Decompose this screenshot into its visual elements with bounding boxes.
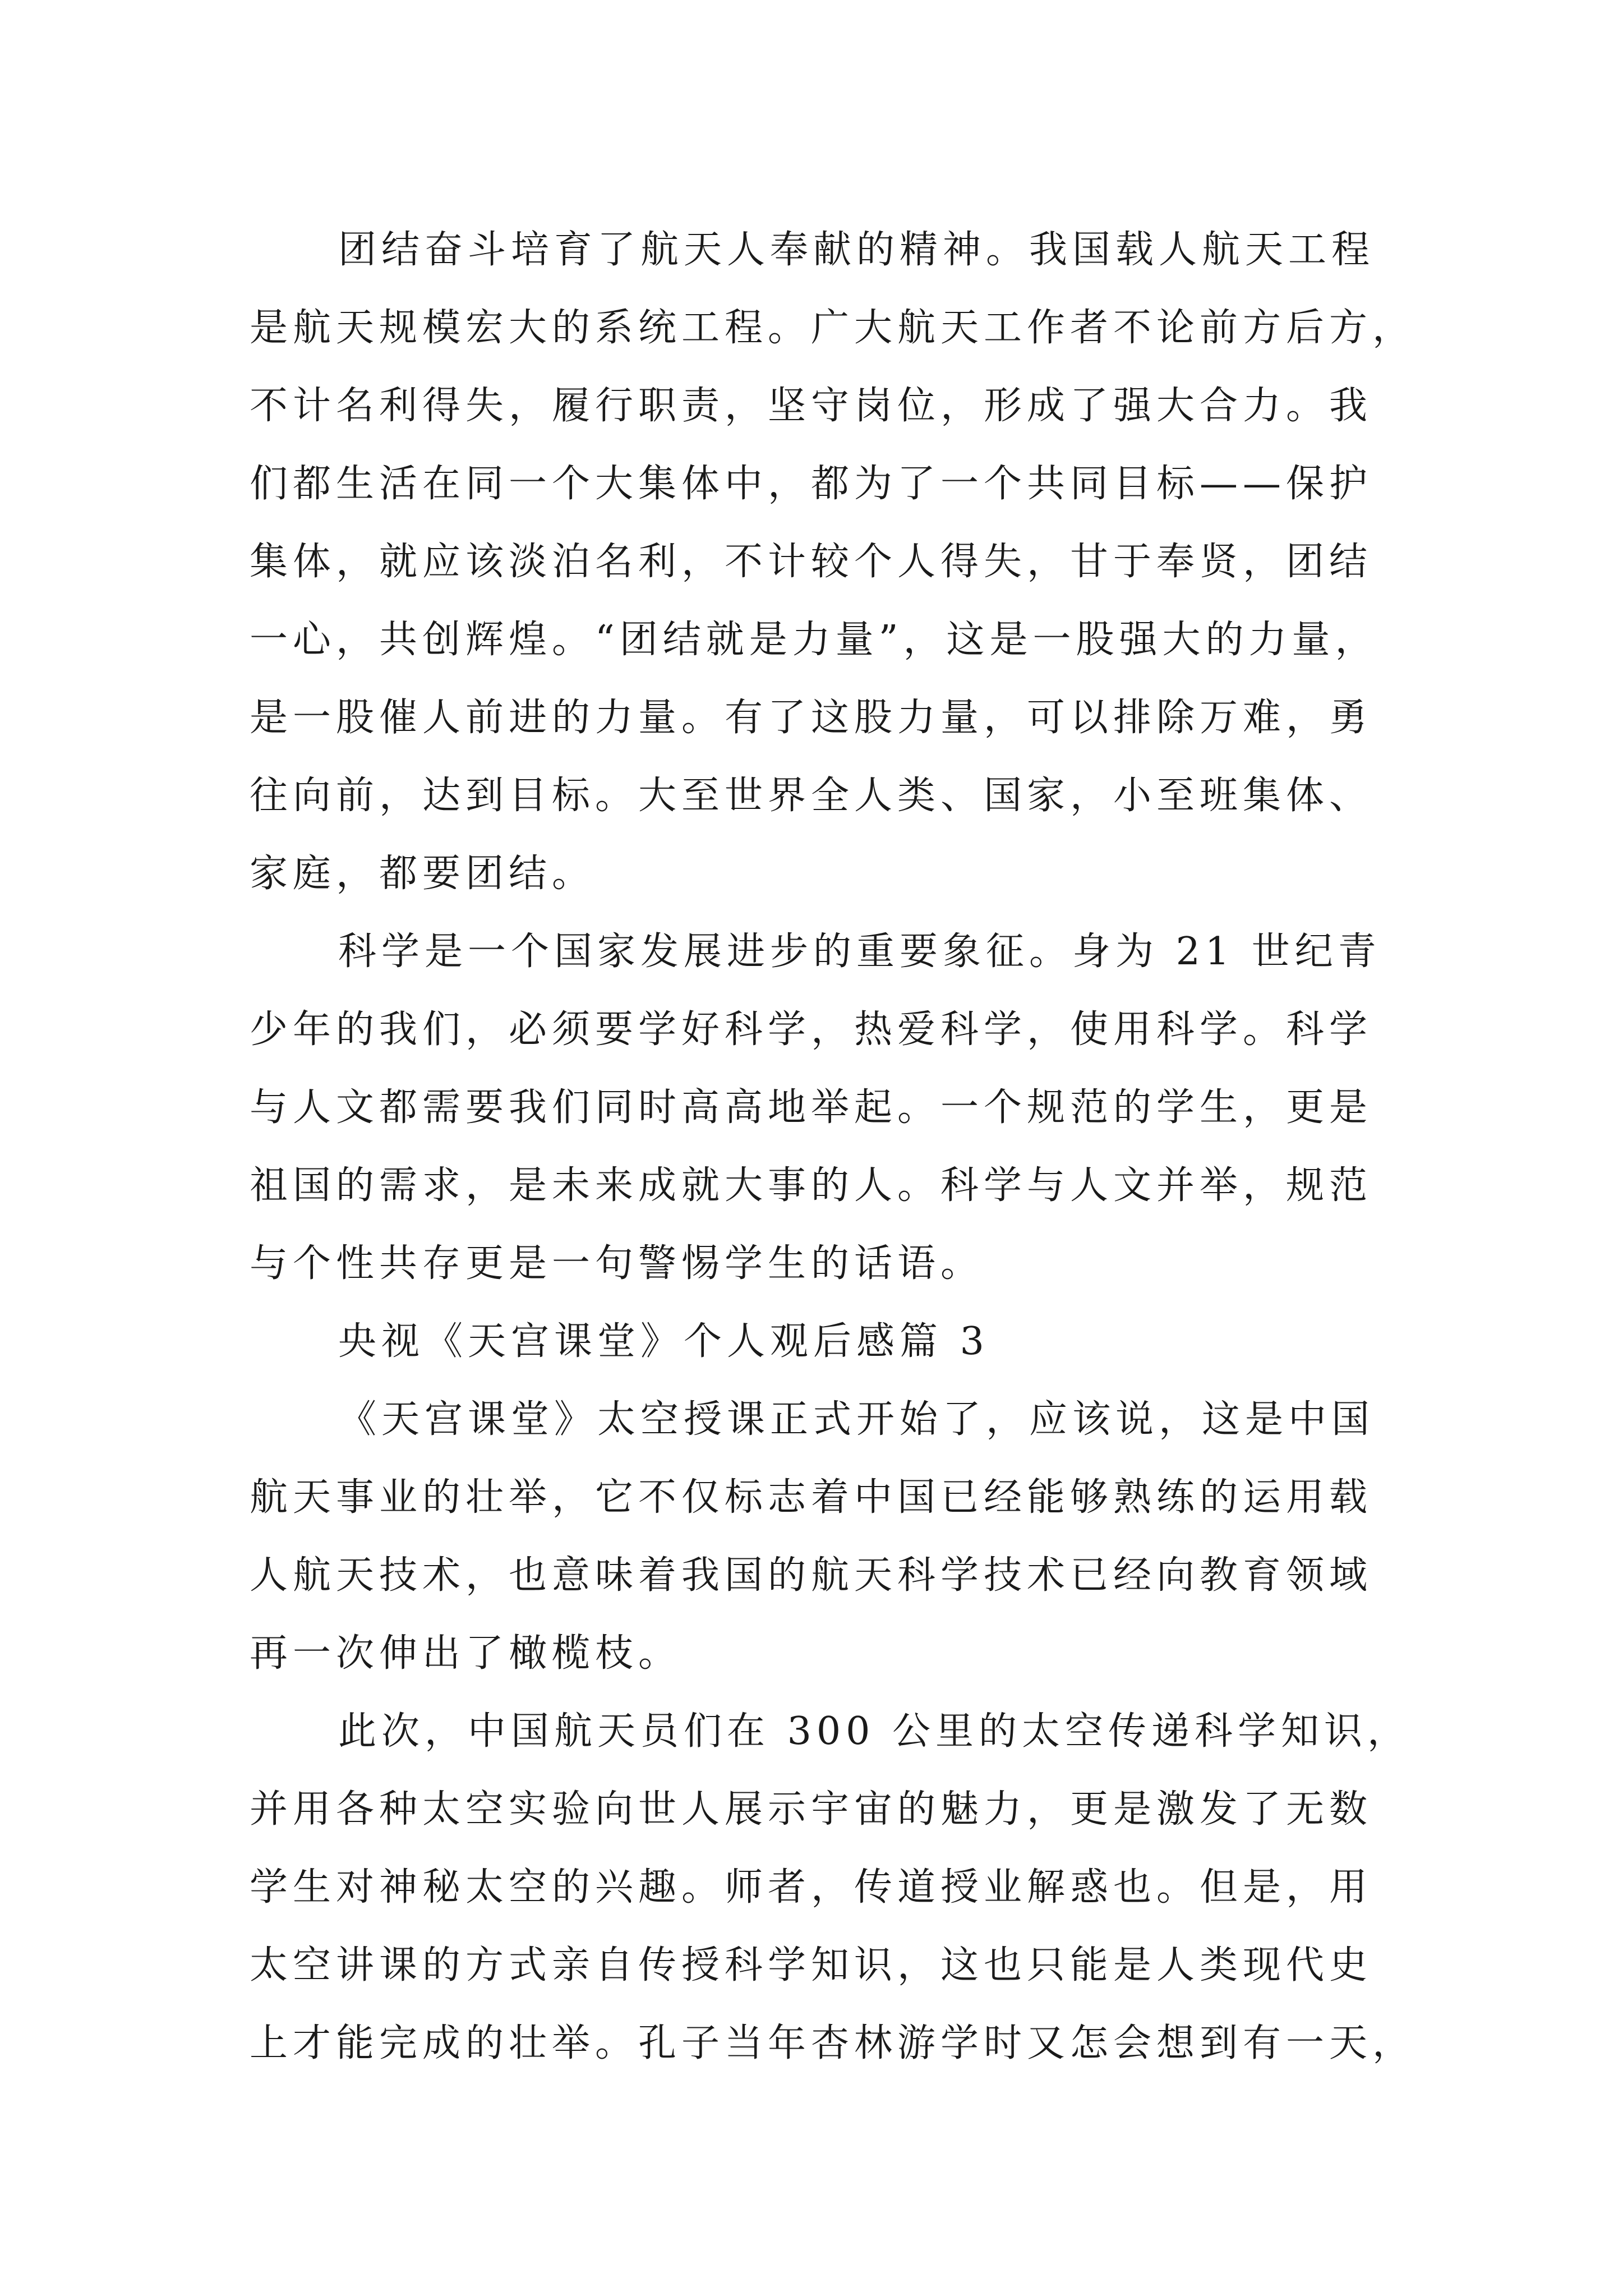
- paragraph-unity: [250, 211, 1416, 913]
- text-line: 学生对神秘太空的兴趣。师者，传道授业解惑也。但是，用: [250, 1865, 1373, 1910]
- text-line: 《天宫课堂》太空授课正式开始了，应该说，这是中国: [338, 1397, 1375, 1442]
- text-line: 上才能完成的壮举。孔子当年杏林游学时又怎会想到有一天，: [250, 2021, 1416, 2065]
- text-line: 往向前，达到目标。大至世界全人类、国家，小至班集体、: [250, 774, 1373, 818]
- text-line: 家庭，都要团结。: [250, 852, 596, 896]
- text-line: 团结奋斗培育了航天人奉献的精神。我国载人航天工程: [338, 228, 1375, 272]
- heading-line: 央视《天宫课堂》个人观后感篇 3: [338, 1319, 989, 1364]
- text-line: 航天事业的壮举，它不仅标志着中国已经能够熟练的运用载: [250, 1475, 1373, 1520]
- text-line: 们都生活在同一个大集体中，都为了一个共同目标——保护: [250, 462, 1373, 506]
- document-body: [250, 211, 1416, 2082]
- text-line: 一心，共创辉煌。“团结就是力量”，这是一股强大的力量，: [250, 618, 1378, 662]
- text-line: 祖国的需求，是未来成就大事的人。科学与人文并举，规范: [250, 1163, 1373, 1208]
- text-line: 太空讲课的方式亲自传授科学知识，这也只能是人类现代史: [250, 1943, 1373, 1987]
- text-line: 与人文都需要我们同时高高地举起。一个规范的学生，更是: [250, 1085, 1373, 1130]
- text-line: 与个性共存更是一句警惕学生的话语。: [250, 1241, 984, 1286]
- paragraph-class-start: [250, 1381, 1394, 1692]
- text-line: 是一股催人前进的力量。有了这股力量，可以排除万难，勇: [250, 696, 1373, 740]
- text-line: 集体，就应该淡泊名利，不计较个人得失，甘于奉贤，团结: [250, 540, 1373, 584]
- paragraph-science: [250, 913, 1394, 1303]
- text-line: 再一次伸出了橄榄枝。: [250, 1631, 682, 1676]
- text-line: 此次，中国航天员们在 300 公里的太空传递科学知识，: [338, 1709, 1411, 1754]
- section-heading: [250, 1303, 1394, 1381]
- text-line: 少年的我们，必须要学好科学，热爱科学，使用科学。科学: [250, 1007, 1373, 1052]
- text-line: 是航天规模宏大的系统工程。广大航天工作者不论前方后方，: [250, 306, 1416, 350]
- text-line: 科学是一个国家发展进步的重要象征。身为 21 世纪青: [338, 930, 1381, 974]
- text-line: 人航天技术，也意味着我国的航天科学技术已经向教育领域: [250, 1553, 1373, 1598]
- text-line: 并用各种太空实验向世人展示宇宙的魅力，更是激发了无数: [250, 1787, 1373, 1832]
- paragraph-astronauts: [250, 1692, 1416, 2082]
- text-line: 不计名利得失，履行职责，坚守岗位，形成了强大合力。我: [250, 384, 1373, 428]
